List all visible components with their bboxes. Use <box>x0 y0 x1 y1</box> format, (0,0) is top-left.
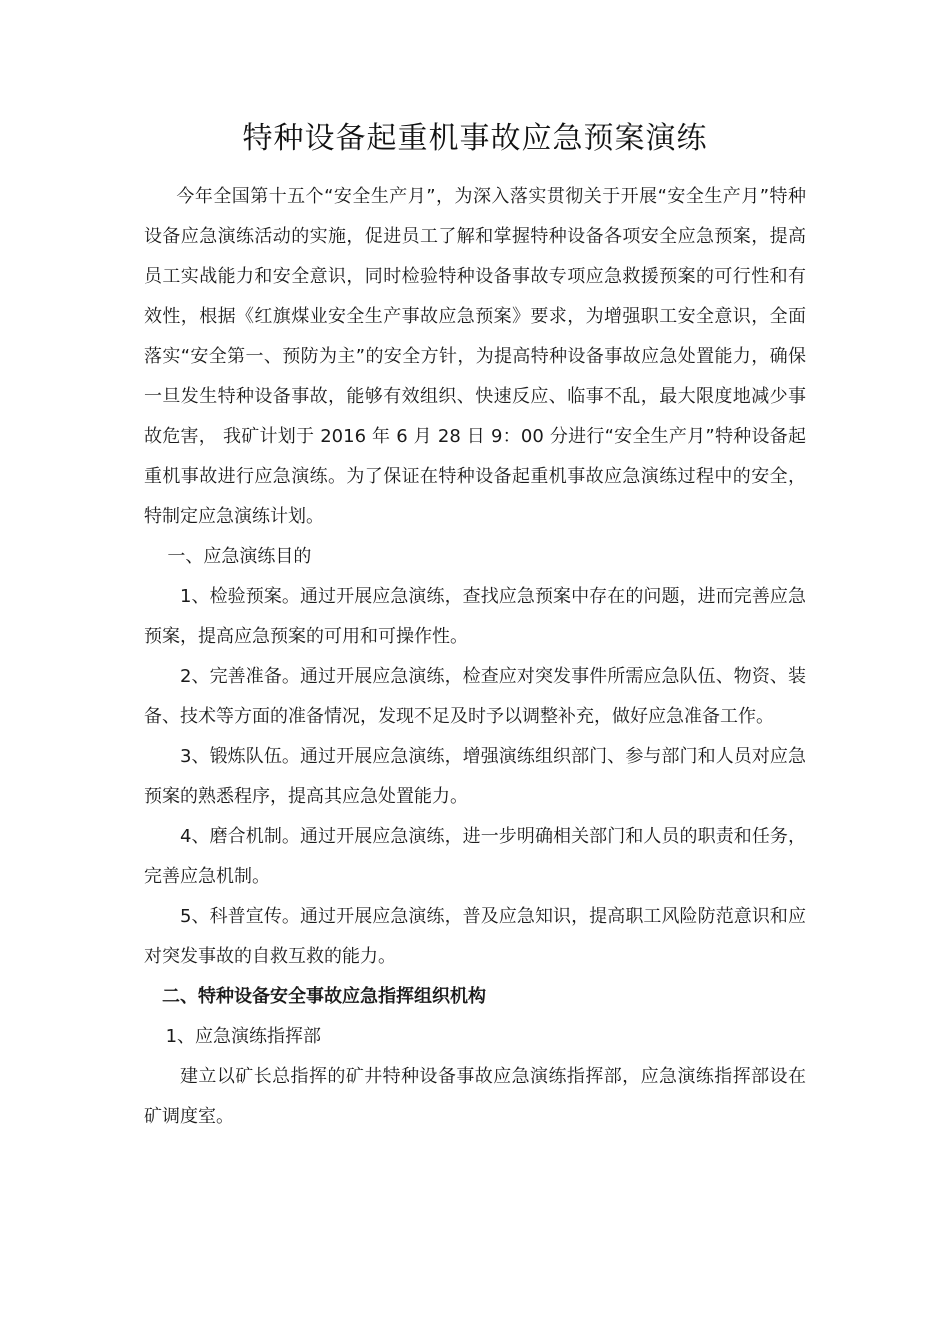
list-item-3: 3、锻炼队伍。通过开展应急演练，增强演练组织部门、参与部门和人员对应急预案的熟悉程序，提高其应急处置能力。 <box>144 746 806 807</box>
section-heading-1: 一、应急演练目的 <box>167 546 312 567</box>
list-item-2: 2、完善准备。通过开展应急演练，检查应对突发事件所需应急队伍、物资、装备、技术等方面的准备情况，发现不足及时予以调整补充，做好应急准备工作。 <box>144 666 806 727</box>
closing-paragraph: 建立以矿长总指挥的矿井特种设备事故应急演练指挥部，应急演练指挥部设在矿调度室。 <box>144 1066 806 1127</box>
document-title: 特种设备起重机事故应急预案演练 <box>242 121 708 156</box>
list-item-1: 1、检验预案。通过开展应急演练，查找应急预案中存在的问题，进而完善应急预案，提高应急预案的可用和可操作性。 <box>144 586 806 647</box>
subsection-heading-1: 1、应急演练指挥部 <box>165 1026 322 1047</box>
intro-paragraph: 今年全国第十五个“安全生产月”，为深入落实贯彻关于开展“安全生产月”特种设备应急演练活动的实施，促进员工了解和掌握特种设备各项安全应急预案，提高员工实战能力和安全意识，同时检验特种设备事故专项应急救援预案的可行性和有效性，根据《红旗煤业安全生产事故应急预案》要求，为增强职工安全意识，全面落实“安全第一、预防为主”的安全方针，为提高特种设备事故应急处置能力，确保一旦发生特种设备事故，能够有效组织、快速反应、临事不乱，最大限度地减少事故危害， 我矿计划于 2016 年 6 月 28 日 9：00 分进行“安全生产月”特种设备起重机事故进行应急演练。为了保证在特种设备起重机事故应急演练过程中的安全，特制定应急演练计划。 <box>144 186 806 527</box>
list-item-4: 4、磨合机制。通过开展应急演练，进一步明确相关部门和人员的职责和任务，完善应急机制。 <box>144 826 806 887</box>
list-item-5: 5、科普宣传。通过开展应急演练，普及应急知识，提高职工风险防范意识和应对突发事故的自救互救的能力。 <box>144 906 806 967</box>
section-heading-2: 二、特种设备安全事故应急指挥组织机构 <box>162 986 486 1007</box>
document-body <box>144 177 806 1137</box>
